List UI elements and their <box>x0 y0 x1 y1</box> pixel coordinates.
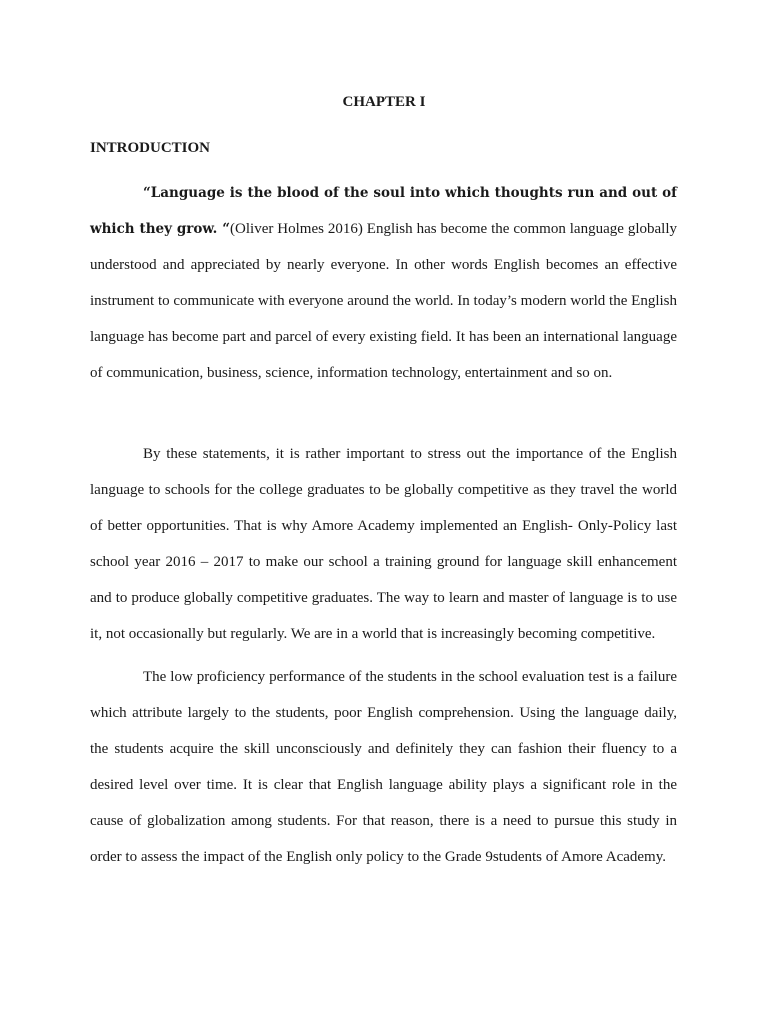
opening-quote: “Language is the blood of the soul into which thoughts run and out of which they grow. “ <box>90 185 677 237</box>
chapter-title: CHAPTER I <box>342 94 426 110</box>
paragraph-proficiency <box>90 659 677 875</box>
paragraph-text: By these statements, it is rather important to stress out the importance of the English language to schools for the college graduates to be globally competitive as they travel the world of better opportunities. That is why Amore Academy implemented an English- Only-Policy last school year 2016 – 2017 to make our school a training ground for language skill enhancement and to produce globally competitive graduates. The way to learn and master of language is to use it, not occasionally but regularly. We are in a world that is increasingly becoming competitive. <box>90 446 677 642</box>
paragraph-text: (Oliver Holmes 2016) English has become the common language globally understood and appreciated by nearly everyone. In other words English becomes an effective instrument to communicate with everyone around the world. In today’s modern world the English language has become part and parcel of every existing field. It has been an international language of communication, business, science, information technology, entertainment and so on. <box>90 221 677 381</box>
section-heading: INTRODUCTION <box>90 140 211 156</box>
paragraph-text: The low proficiency performance of the students in the school evaluation test is a failure which attribute largely to the students, poor English comprehension. Using the language daily, the students acquire the skill unconsciously and definitely they can fashion their fluency to a desired level over time. It is clear that English language ability plays a significant role in the cause of globalization among students. For that reason, there is a need to pursue this study in order to assess the impact of the English only policy to the Grade 9students of Amore Academy. <box>90 669 677 865</box>
paragraph-statements <box>90 436 677 652</box>
paragraph-introduction <box>90 175 677 391</box>
